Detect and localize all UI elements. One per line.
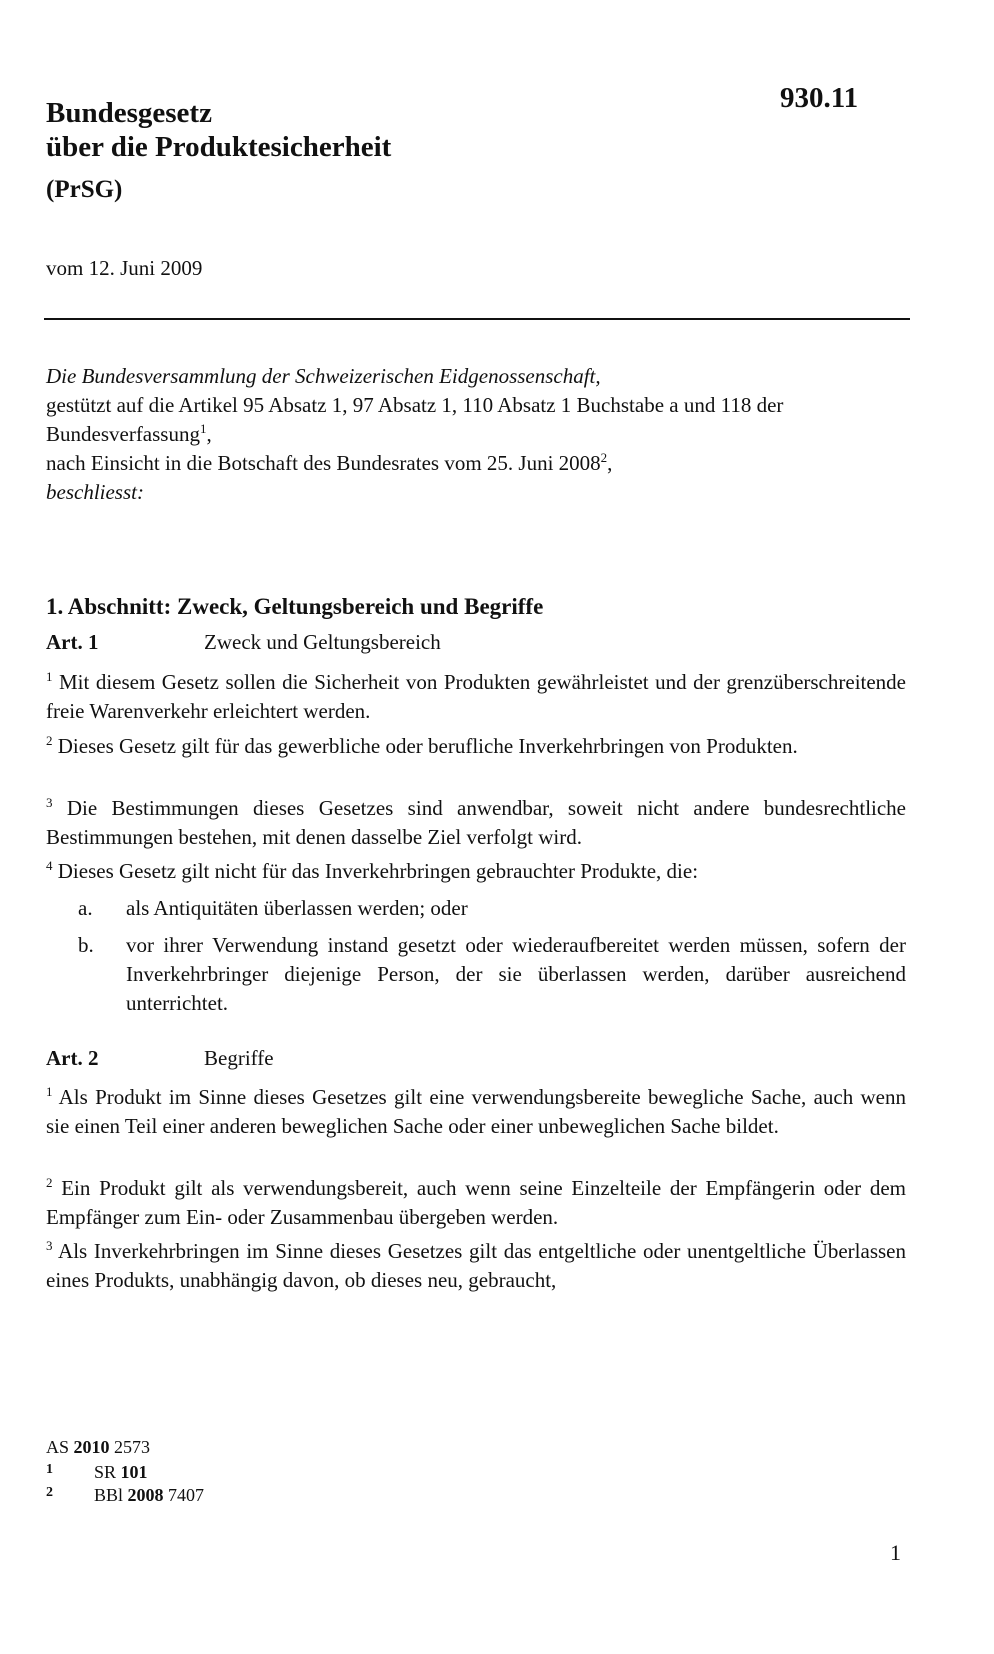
- law-title-line2: über die Produktesicherheit: [46, 131, 392, 163]
- preamble: [46, 362, 906, 507]
- article-1-heading: [46, 630, 441, 655]
- article-1-paragraph-3: $^3$ Die Bestimmungen dieses Gesetzes sind anwendbar, soweit nicht andere bundesrechtliche Bestimmungen bestehen, mit denen dasselbe Ziel verfolgt wird.: [46, 795, 907, 849]
- article-1-title: Zweck und Geltungsbereich: [204, 630, 441, 654]
- official-collection-reference: AS 2010 2573: [46, 1437, 151, 1457]
- article-1-paragraph-2: $^2$ Dieses Gesetz gilt für das gewerbliche oder berufliche Inverkehrbringen von Produkten.: [46, 733, 798, 758]
- footnote-ref-1[interactable]: 1: [199, 421, 207, 436]
- law-title: [46, 96, 391, 164]
- footnote-2: 2 BBl 2008 7407: [46, 1485, 205, 1505]
- preamble-authority: Die Bundesversammlung der Schweizerischen Eidgenossenschaft,: [46, 364, 601, 388]
- article-2-number: Art. 2: [46, 1046, 99, 1070]
- sr-number: 930.11: [780, 82, 859, 114]
- law-short-title: (PrSG): [46, 176, 123, 203]
- article-2-heading: [46, 1046, 274, 1071]
- document-page: 930.11 Bundesgesetz über die Produktesicherheit (PrSG) vom 12. Juni 2009 Die Bundesversammlung der Schweizerischen Eidgenossenschaft, gestützt auf die Artikel 95 Absatz 1, 97 Absatz 1, 110 Absatz 1 Buchstabe a und 118 der Bundesverfassung$^1$, nach Einsicht in die Botschaft des Bundesrates vom 25. Juni 2008$^2$, beschliesst: 1. Abschnitt: Zweck, Geltungsbereich und Begriffe Art. 1 Zweck und Geltungsbereich $^1$ Mit diesem Gesetz sollen die Sicherheit von Produkten gewährleistet und der grenzüberschreitende freie Warenverkehr erleichtert werden. $^2$ Dieses Gesetz gilt für das gewerbliche oder berufliche Inverkehrbringen von Produkten. $^3$ Die Bestimmungen dieses Gesetzes sind anwendbar, soweit nicht andere bundesrechtliche Bestimmungen bestehen, mit denen dasselbe Ziel verfolgt wird. $^4$ Dieses Gesetz gilt nicht für das Inverkehrbringen gebrauchter Produkte, die: a. als Antiquitäten überlassen werden; oder b. vor ihrer Verwendung instand gesetzt oder wiederaufbereitet werden müssen, sofern der Inverkehrbringer diejenige Person, der sie überlassen werden, darüber ausreichend unterrichtet. Art. 2 Begriffe $^1$ Als Produkt im Sinne dieses Gesetzes gilt eine verwendungsbereite bewegliche Sache, auch wenn sie einen Teil einer anderen beweglichen Sache oder einer unbeweglichen Sache bildet. $^2$ Ein Produkt gilt als verwendungsbereit, auch wenn seine Einzelteile der Empfängerin oder dem Empfänger zum Ein- oder Zusammenbau übergeben werden. $^3$ Als Inverkehrbringen im Sinne dieses Gesetzes gilt das entgeltliche oder unentgeltliche Überlassen eines Produkts, unabhängig davon, ob dieses neu, gebraucht, AS 2010 2573 1 SR 101 2 BBl 2008 7407 1: [0, 0, 994, 1654]
- footnote-ref-2[interactable]: 2: [600, 450, 608, 465]
- preamble-decision: beschliesst:: [46, 480, 144, 504]
- header-divider: [44, 318, 910, 320]
- article-1-number: Art. 1: [46, 630, 99, 654]
- footnotes: [46, 1436, 205, 1507]
- preamble-basis-constitution: gestützt auf die Artikel 95 Absatz 1, 97 Absatz 1, 110 Absatz 1 Buchstabe a und 118 der Bundesverfassung$^1$,: [46, 393, 784, 446]
- section-1-heading: 1. Abschnitt: Zweck, Geltungsbereich und Begriffe: [46, 594, 544, 619]
- article-2-title: Begriffe: [204, 1046, 274, 1070]
- article-2-paragraph-3: $^3$ Als Inverkehrbringen im Sinne dieses Gesetzes gilt das entgeltliche oder unentgeltliche Überlassen eines Produkts, unabhängig davon, ob dieses neu, gebraucht,: [46, 1238, 906, 1292]
- article-2-paragraph-1: $^1$ Als Produkt im Sinne dieses Gesetzes gilt eine verwendungsbereite bewegliche Sache, auch wenn sie einen Teil einer anderen beweglichen Sache oder einer unbeweglichen Sache bildet.: [46, 1084, 906, 1138]
- preamble-basis-message: nach Einsicht in die Botschaft des Bundesrates vom 25. Juni 2008$^2$,: [46, 450, 613, 475]
- article-1-paragraph-4: $^4$ Dieses Gesetz gilt nicht für das Inverkehrbringen gebrauchter Produkte, die:: [46, 858, 699, 883]
- law-title-line1: Bundesgesetz: [46, 97, 212, 129]
- article-2-paragraph-2: $^2$ Ein Produkt gilt als verwendungsbereit, auch wenn seine Einzelteile der Empfängerin oder dem Empfänger zum Ein- oder Zusammenbau übergeben werden.: [46, 1175, 906, 1229]
- enactment-date: vom 12. Juni 2009: [46, 256, 203, 280]
- footnote-1: 1 SR 101: [46, 1462, 148, 1482]
- page-number: 1: [890, 1540, 901, 1565]
- article-1-paragraph-1: $^1$ Mit diesem Gesetz sollen die Sicherheit von Produkten gewährleistet und der grenzüberschreitende freie Warenverkehr erleichtert werden.: [46, 669, 907, 723]
